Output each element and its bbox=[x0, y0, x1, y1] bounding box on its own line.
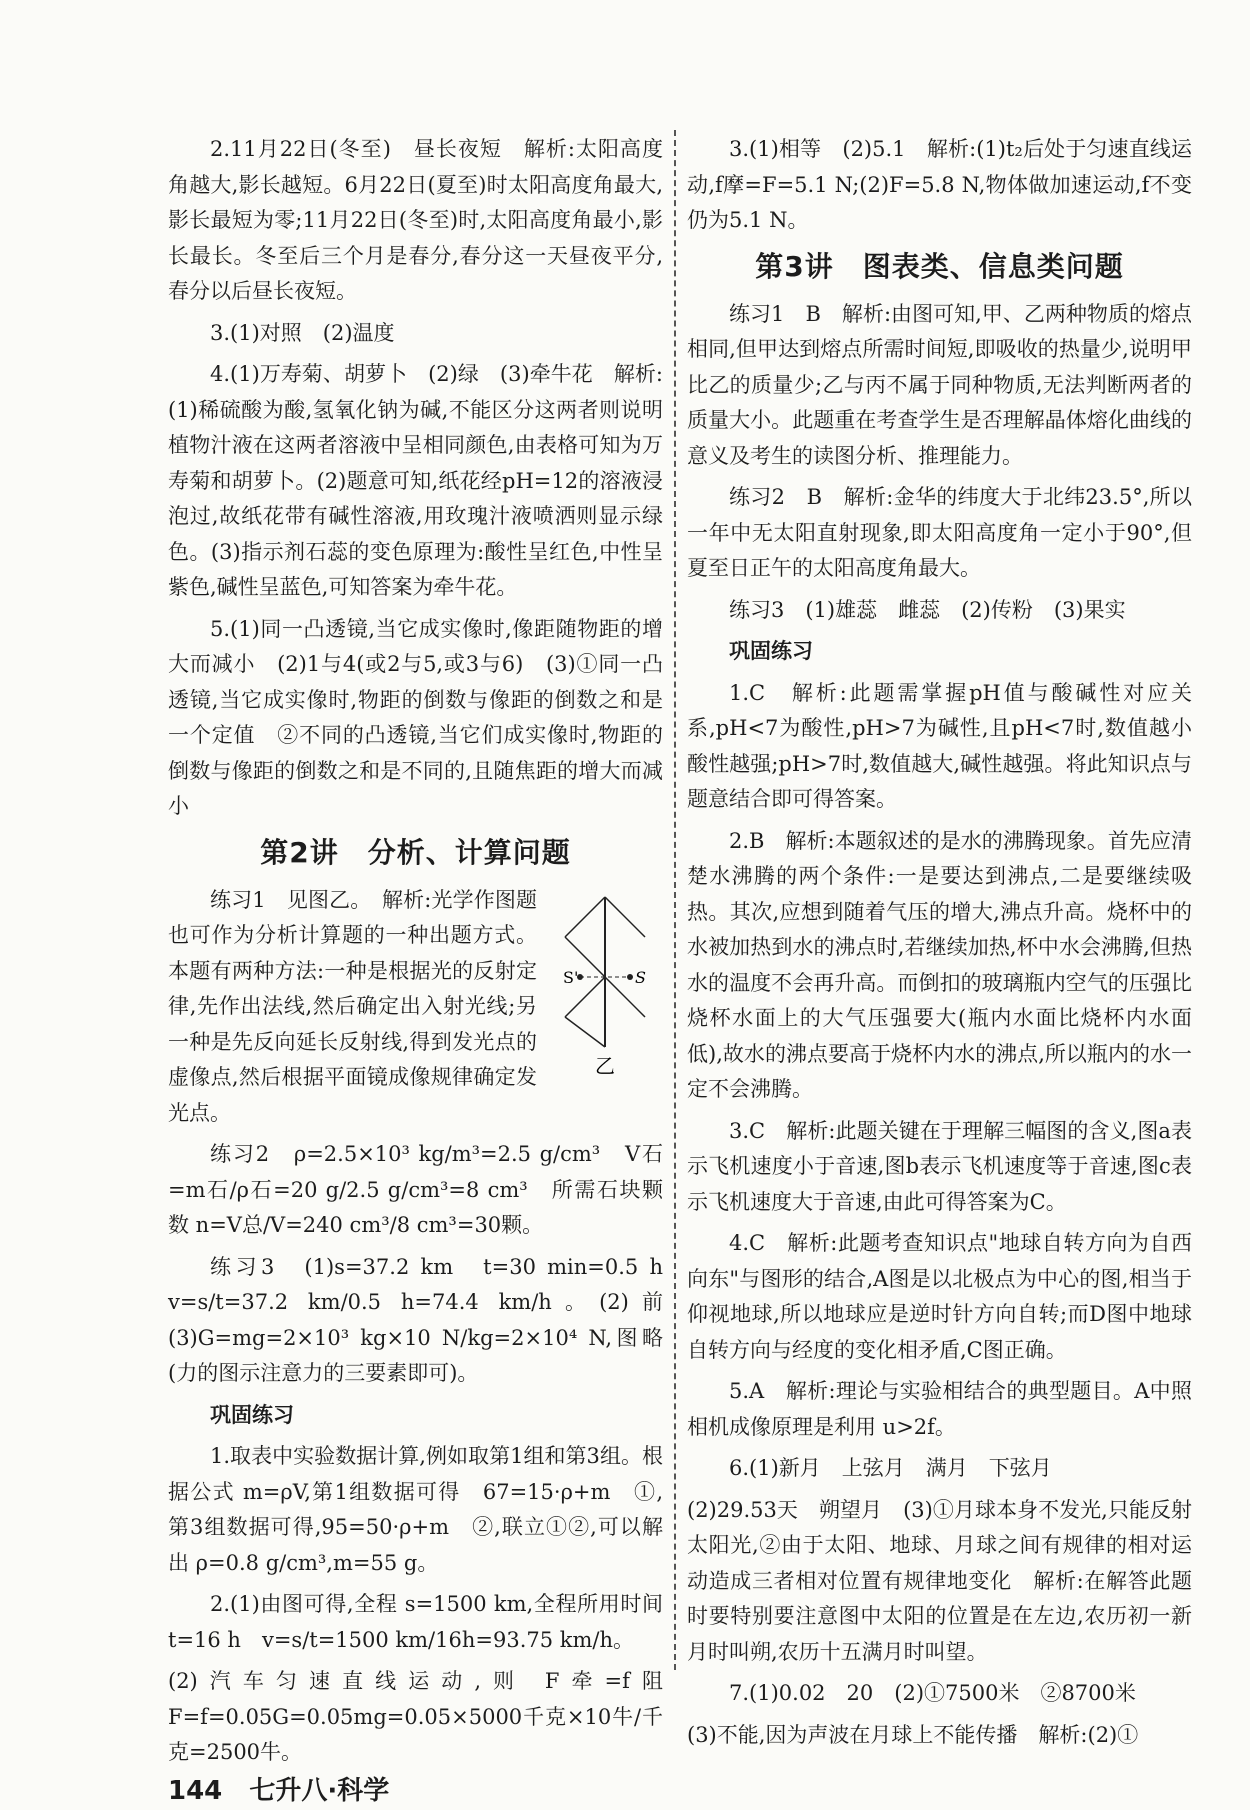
answer-paragraph: 练习2 B 解析:金华的纬度大于北纬23.5°,所以一年中无太阳直射现象,即太阳高度角一定小于90°,但夏至日正午的太阳高度角最大。 bbox=[687, 485, 1192, 580]
reflection-diagram-svg bbox=[545, 887, 663, 1077]
left-column bbox=[168, 132, 684, 1777]
exercise-1-text: 练习1 见图乙。 解析:光学作图题也可作为分析计算题的一种出题方式。本题有两种方法:一种是根据光的反射定律,先作出法线,然后确定出入射光线;另一种是先反向延长反射线,得到发光点的虚像点,然后根据平面镜成像规律确定发光点。 bbox=[168, 887, 537, 1125]
answer-paragraph: 6.(1)新月 上弦月 满月 下弦月 bbox=[729, 1456, 1052, 1480]
page-number: 144 bbox=[168, 1776, 223, 1806]
exercise-1-block bbox=[168, 883, 663, 1132]
answer-paragraph: 练习3 (1)雄蕊 雌蕊 (2)传粉 (3)果实 bbox=[729, 597, 1126, 622]
answer-paragraph: 2.B 解析:本题叙述的是水的沸腾现象。首先应清楚水沸腾的两个条件:一是要达到沸点,二是要继续吸热。其次,应想到随着气压的增大,沸点升高。烧杯中的水被加热到水的沸点时,若继续加热,杯中水会沸腾,但热水的温度不会再升高。而倒扣的玻璃瓶内空气的压强比烧杯水面上的大气压强要大(瓶内水面比烧杯内水面低),故水的沸点要高于烧杯内水的沸点,所以瓶内的水一定不会沸腾。 bbox=[687, 828, 1192, 1101]
answer-paragraph: 4.(1)万寿菊、胡萝卜 (2)绿 (3)牵牛花 解析:(1)稀硫酸为酸,氢氧化钠为碱,不能区分这两者则说明植物汁液在这两者溶液中呈相同颜色,由表格可知为万寿菊和胡萝卜。(2)题意可知,纸花经pH=12的溶液浸泡过,故纸花带有碱性溶液,用玫瑰汁液喷洒则显示绿色。(3)指示剂石蕊的变色原理为:酸性呈红色,中性呈紫色,碱性呈蓝色,可知答案为牵牛花。 bbox=[168, 362, 663, 599]
section-title-lecture-3: 第3讲 图表类、信息类问题 bbox=[755, 249, 1124, 283]
exercise-2-text: 练习2 ρ=2.5×10³ kg/m³=2.5 g/cm³ V石=m石/ρ石=20 g/2.5 g/cm³=8 cm³ 所需石块颗数 n=V总/V=240 cm³/8 cm³=30颗。 bbox=[168, 1142, 663, 1237]
virtual-point-label: S' bbox=[563, 967, 579, 987]
answer-paragraph: (2)29.53天 朔望月 (3)①月球本身不发光,只能反射太阳光,②由于太阳、地球、月球之间有规律的相对运动造成三者相对位置有规律地变化 解析:在解答此题时要特别要注意图中太阳的位置是在左边,农历初一新月时叫朔,农历十五满月时叫望。 bbox=[687, 1497, 1192, 1664]
answer-paragraph: 3.(1)对照 (2)温度 bbox=[210, 320, 395, 345]
answer-paragraph: 5.(1)同一凸透镜,当它成实像时,像距随物距的增大而减小 (2)1与4(或2与5,或3与6) (3)①同一凸透镜,当它成实像时,物距的倒数与像距的倒数之和是一个定值 ②不同的凸透镜,当它们成实像时,物距的倒数与像距的倒数之和是不同的,且随焦距的增大而减小 bbox=[168, 616, 663, 818]
answer-paragraph: 5.A 解析:理论与实验相结合的典型题目。A中照相机成像原理是利用 u>2f。 bbox=[687, 1379, 1192, 1439]
figure-label: 乙 bbox=[595, 1053, 615, 1077]
answer-paragraph: 1.C 解析:此题需掌握pH值与酸碱性对应关系,pH<7为酸性,pH>7为碱性,且pH<7时,数值越小酸性越强;pH>7时,数值越大,碱性越强。将此知识点与题意结合即可得答案。 bbox=[687, 680, 1192, 811]
section-title-lecture-2: 第2讲 分析、计算问题 bbox=[260, 835, 571, 869]
answer-paragraph: 3.C 解析:此题关键在于理解三幅图的含义,图a表示飞机速度小于音速,图b表示飞机速度等于音速,图c表示飞机速度大于音速,由此可得答案为C。 bbox=[687, 1118, 1192, 1214]
consolidation-heading: 巩固练习 bbox=[210, 1402, 294, 1427]
answer-paragraph: (2)汽车匀速直线运动,则 F牵=f阻 F=f=0.05G=0.05mg=0.05×5000千克×10牛/千克=2500牛。 bbox=[168, 1669, 684, 1764]
answer-paragraph: (3)不能,因为声波在月球上不能传播 解析:(2)① bbox=[687, 1722, 1139, 1747]
answer-paragraph: 4.C 解析:此题考查知识点"地球自转方向为自西向东"与图形的结合,A图是以北极点为中心的图,相当于仰视地球,所以地球应是逆时针方向自转;而D图中地球自转方向与经度的变化相矛盾,C图正确。 bbox=[687, 1231, 1192, 1362]
mirror-diagram bbox=[545, 887, 663, 1077]
answer-paragraph: 2.11月22日(冬至) 昼长夜短 解析:太阳高度角越大,影长越短。6月22日(夏至)时太阳高度角最大,影长最短为零;11月22日(冬至)时,太阳高度角最小,影长最长。冬至后三个月是春分,春分这一天昼夜平分,春分以后昼长夜短。 bbox=[168, 137, 663, 303]
consolidation-heading: 巩固练习 bbox=[729, 639, 813, 663]
answer-paragraph: 2.(1)由图可得,全程 s=1500 km,全程所用时间 t=16 h v=s/t=1500 km/16h=93.75 km/h。 bbox=[168, 1592, 663, 1652]
answer-paragraph: 7.(1)0.02 20 (2)①7500米 ②8700米 bbox=[729, 1681, 1136, 1705]
exercise-3-text: 练习3 (1)s=37.2 km t=30 min=0.5 h v=s/t=37.2 km/0.5 h=74.4 km/h。(2)前 (3)G=mg=2×10³ kg×10 N/kg=2×10⁴ N,图略(力的图示注意力的三要素即可)。 bbox=[168, 1254, 684, 1385]
answer-paragraph: 练习1 B 解析:由图可知,甲、乙两种物质的熔点相同,但甲达到熔点所需时间短,即吸收的热量少,说明甲比乙的质量少;乙与丙不属于同种物质,无法判断两者的质量大小。此题重在考查学生是否理解晶体熔化曲线的意义及考生的读图分析、推理能力。 bbox=[687, 301, 1192, 468]
column-divider bbox=[674, 130, 676, 1670]
book-title: 七升八·科学 bbox=[249, 1776, 390, 1806]
answer-paragraph: 1.取表中实验数据计算,例如取第1组和第3组。根据公式 m=ρV,第1组数据可得 67=15·ρ+m ①,第3组数据可得,95=50·ρ+m ②,联立①②,可以解出 ρ=0.8 g/cm³,m=55 g。 bbox=[168, 1444, 663, 1575]
answer-paragraph: 3.(1)相等 (2)5.1 解析:(1)t₂后处于匀速直线运动,f摩=F=5.1 N;(2)F=5.8 N,物体做加速运动,f不变仍为5.1 N。 bbox=[687, 137, 1192, 232]
right-column bbox=[687, 132, 1192, 1759]
source-point-label: S bbox=[635, 967, 646, 987]
page-footer bbox=[168, 1770, 389, 1807]
